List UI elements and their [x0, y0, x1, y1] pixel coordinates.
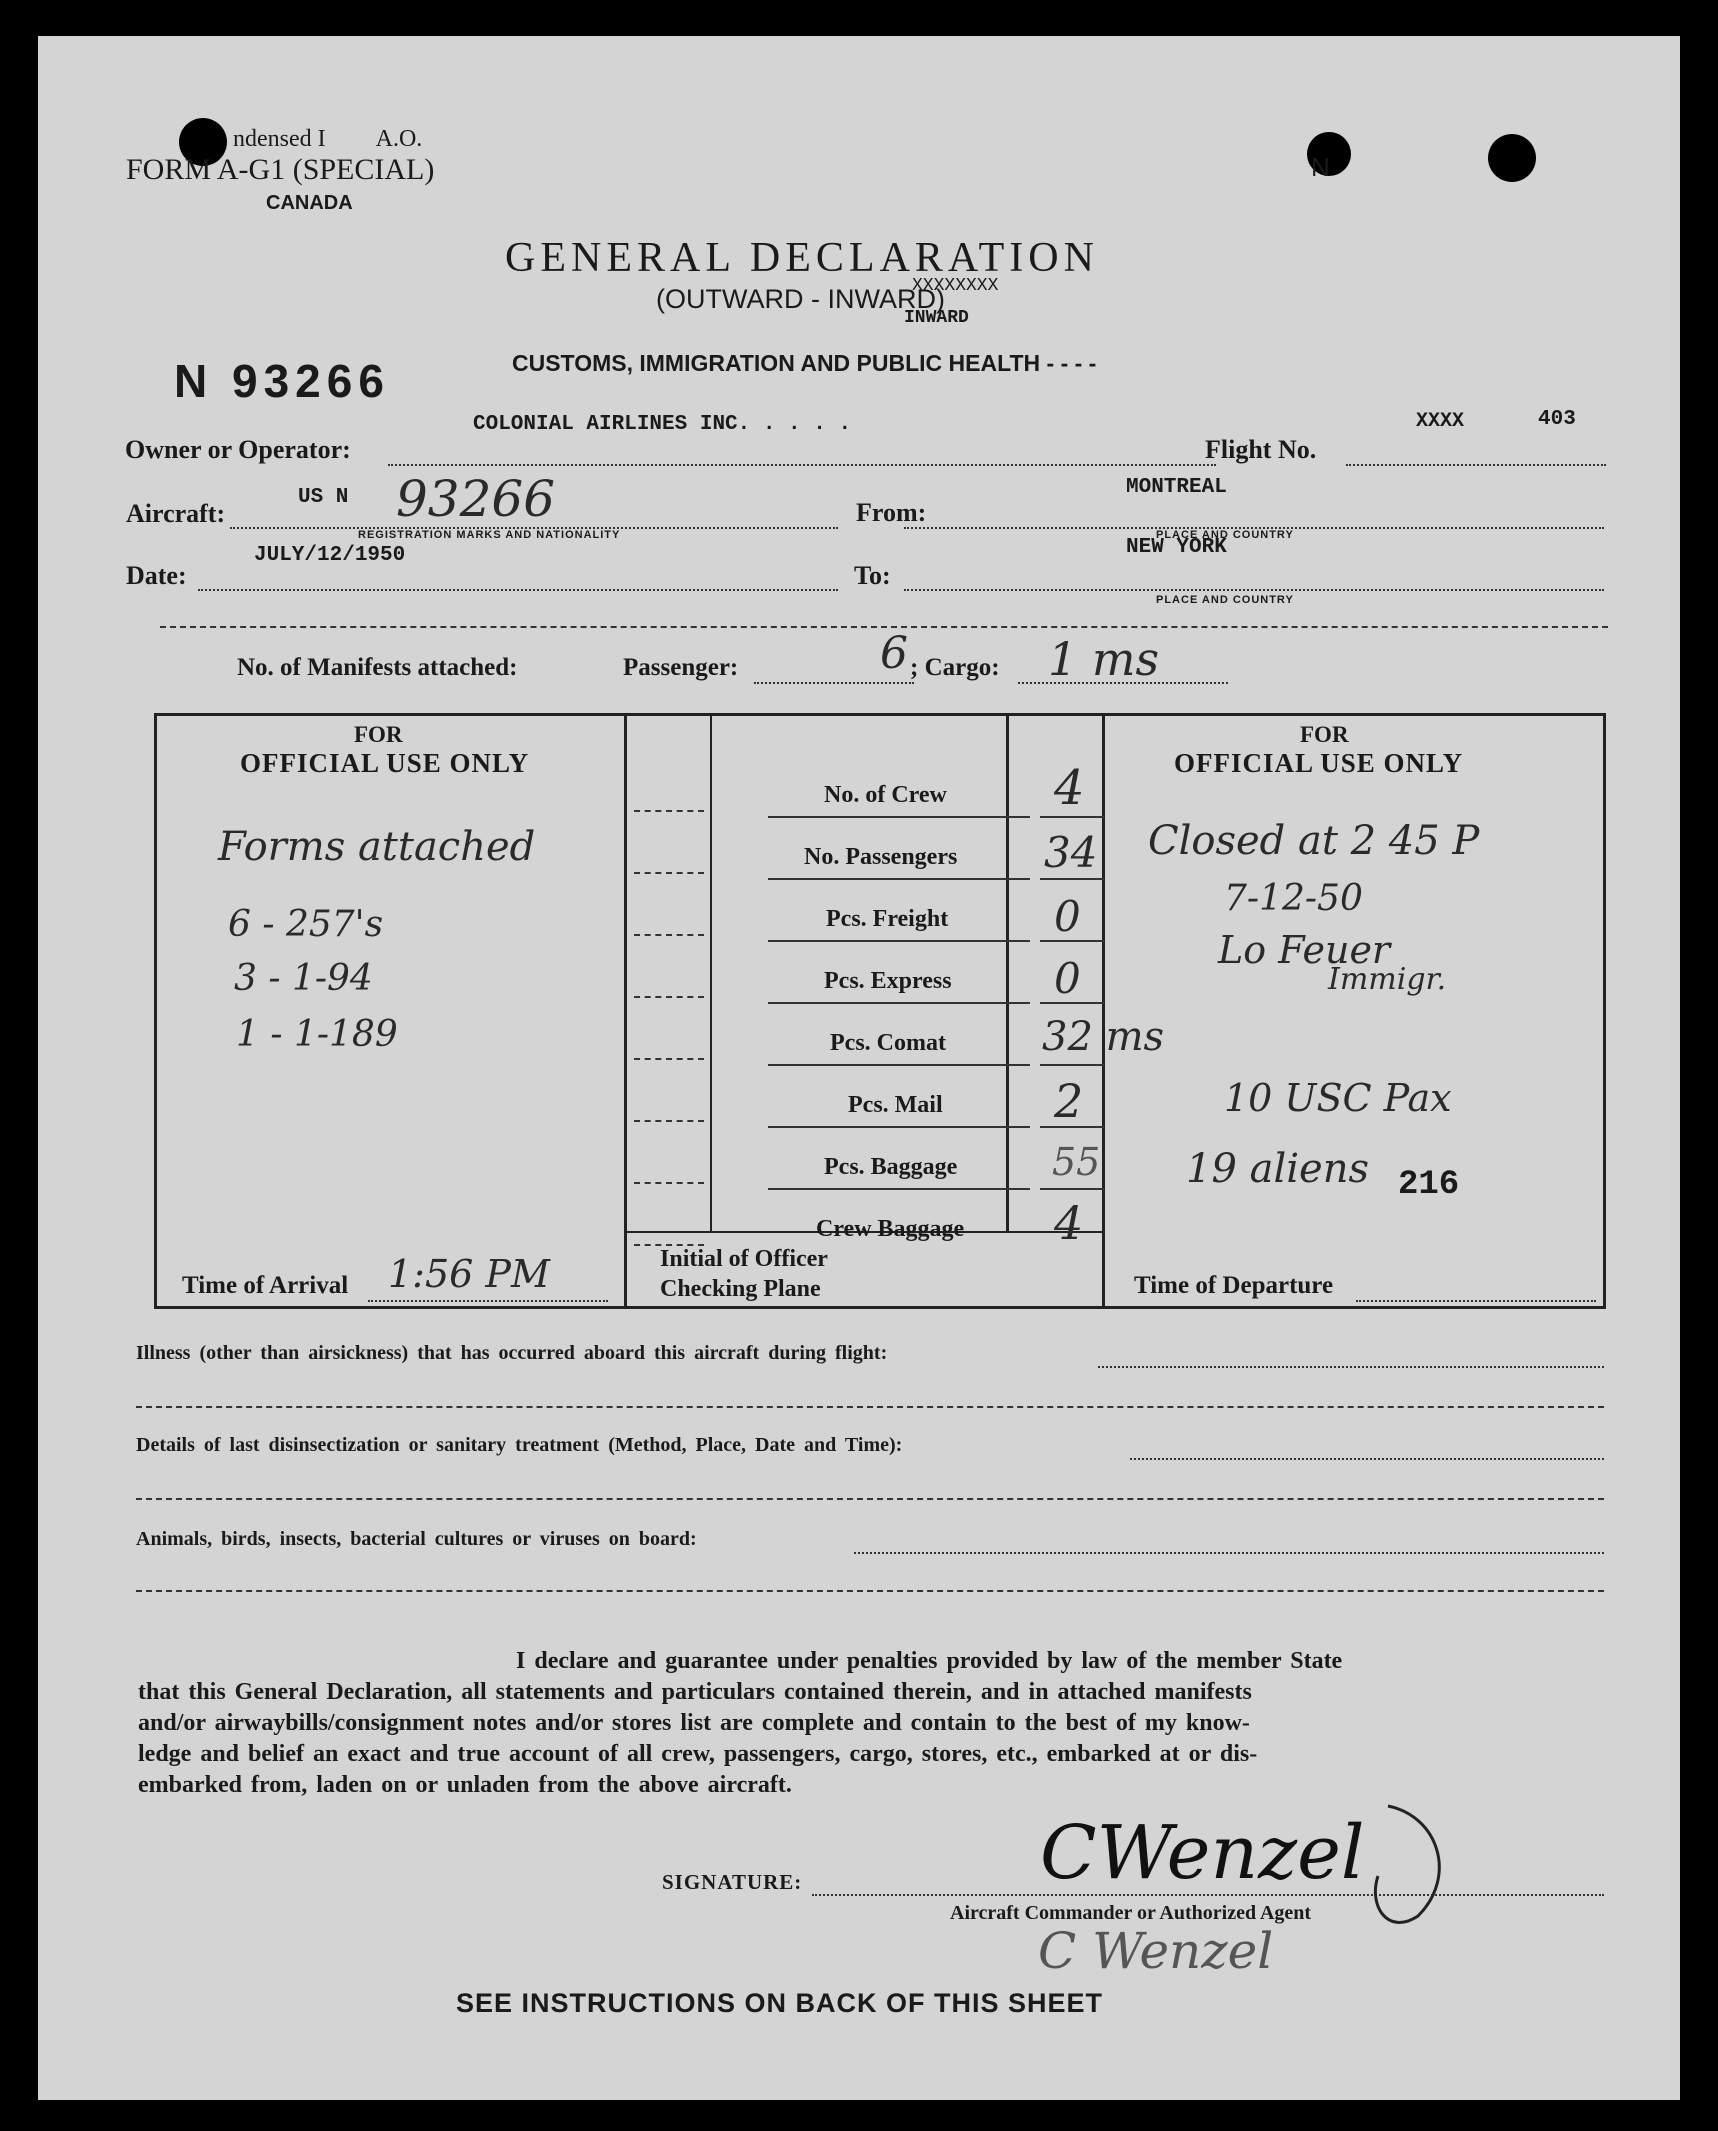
from-caption: PLACE AND COUNTRY — [1156, 529, 1294, 541]
typed-overstrike: XXXXXXXX — [912, 276, 999, 296]
official-left-note-3: 3 - 1-94 — [234, 958, 373, 999]
counts-list — [634, 760, 1165, 1262]
cargo-label: ; Cargo: — [910, 654, 1000, 681]
count-value: 55 — [1052, 1140, 1101, 1184]
date-label: Date: — [126, 561, 187, 590]
signature-flourish — [1348, 1796, 1468, 1946]
doc-number-prefix: N — [1311, 152, 1330, 182]
officer-label-1: Initial of Officer — [660, 1246, 828, 1272]
form-line-1: ndensed I A.O. — [233, 126, 423, 152]
to-label: To: — [854, 561, 891, 590]
arrival-label: Time of Arrival — [182, 1272, 349, 1299]
cargo-count: 1 ms — [1048, 632, 1160, 686]
disinsect-field-2 — [136, 1498, 1604, 1500]
official-left-heading2: OFFICIAL USE ONLY — [240, 748, 530, 778]
count-value: 4 — [1054, 1196, 1084, 1250]
typed-inward: INWARD — [904, 308, 969, 328]
signature: CWenzel — [1040, 1810, 1365, 1896]
count-value: 32 ms — [1042, 1014, 1165, 1060]
from-label: From: — [856, 498, 927, 527]
flight-struck: XXXX — [1416, 410, 1465, 433]
to-caption: PLACE AND COUNTRY — [1156, 594, 1294, 606]
departure-label: Time of Departure — [1134, 1272, 1334, 1299]
page-subtitle: (OUTWARD - INWARD) — [656, 284, 945, 314]
count-label: No. of Crew — [824, 782, 947, 808]
form-id: FORM A-G1 (SPECIAL) — [126, 153, 435, 186]
from-value: MONTREAL — [1126, 476, 1227, 499]
agencies-line: CUSTOMS, IMMIGRATION AND PUBLIC HEALTH - - - - — [512, 350, 1097, 376]
official-right-heading1: FOR — [1300, 722, 1349, 747]
disinsect-label: Details of last disinsectization or sanitary treatment (Method, Place, Date and Time): — [136, 1434, 903, 1456]
signature-caption: Aircraft Commander or Authorized Agent — [950, 1902, 1312, 1924]
date-field — [198, 589, 838, 591]
count-label: Pcs. Baggage — [824, 1154, 958, 1180]
declaration-line-2: that this General Declaration, all statements and particulars contained therein, and in attached manifests — [138, 1679, 1252, 1705]
count-row — [634, 760, 1104, 828]
count-value: 2 — [1054, 1074, 1084, 1128]
date-value: JULY/12/1950 — [254, 544, 406, 567]
document-sheet — [38, 36, 1680, 2100]
flight-field — [1346, 464, 1606, 466]
official-right-heading2: OFFICIAL USE ONLY — [1174, 748, 1464, 778]
official-left-heading1: FOR — [354, 722, 403, 747]
count-row — [634, 952, 1104, 1014]
signature-printed: C Wenzel — [1038, 1922, 1274, 1980]
count-row — [634, 1076, 1104, 1138]
animals-label: Animals, birds, insects, bacterial cultures or viruses on board: — [136, 1528, 697, 1550]
footer-instructions: SEE INSTRUCTIONS ON BACK OF THIS SHEET — [456, 1988, 1104, 2018]
to-value: NEW YORK — [1126, 536, 1227, 559]
count-label: Pcs. Express — [824, 968, 952, 994]
count-label: Pcs. Mail — [848, 1092, 943, 1118]
official-left-note-1: Forms attached — [218, 824, 536, 870]
official-right-note-3: Lo Feuer — [1218, 928, 1391, 972]
declaration-line-3: and/or airwaybills/consignment notes and/or stores list are complete and contain to the best of my know- — [138, 1710, 1250, 1736]
count-label: Pcs. Freight — [826, 906, 949, 932]
official-right-note-1: Closed at 2 45 P — [1148, 818, 1480, 864]
official-left-note-4: 1 - 1-189 — [236, 1014, 398, 1055]
departure-field — [1356, 1300, 1596, 1302]
declaration-line-1: I declare and guarantee under penalties provided by law of the member State — [516, 1648, 1343, 1674]
arrival-value: 1:56 PM — [388, 1252, 550, 1296]
flight-value: 403 — [1538, 408, 1576, 431]
passenger-count: 6 — [880, 628, 908, 679]
flight-label: Flight No. — [1205, 435, 1317, 464]
count-label: Crew Baggage — [816, 1216, 965, 1242]
page-title: GENERAL DECLARATION — [505, 235, 1099, 281]
count-row — [634, 828, 1104, 890]
count-value: 0 — [1054, 954, 1081, 1003]
count-value: 4 — [1054, 760, 1085, 816]
disinsect-field — [1130, 1458, 1604, 1460]
declaration-line-4: ledge and belief an exact and true account of all crew, passengers, cargo, stores, etc., embarked at or dis- — [138, 1741, 1258, 1767]
count-value: 34 — [1044, 828, 1098, 877]
official-right-note-4: Immigr. — [1328, 962, 1447, 997]
manifests-label: No. of Manifests attached: — [237, 654, 518, 681]
count-label: No. Passengers — [804, 844, 958, 870]
owner-field — [388, 464, 1216, 466]
official-right-note-5: 10 USC Pax — [1224, 1076, 1452, 1120]
official-right-note-6: 19 aliens — [1186, 1146, 1370, 1192]
animals-field — [854, 1552, 1604, 1554]
punch-hole-right — [1488, 134, 1536, 182]
owner-value: COLONIAL AIRLINES INC. . . . . — [473, 413, 852, 436]
count-row — [634, 890, 1104, 952]
aircraft-handwritten: 93266 — [396, 470, 556, 528]
count-row — [634, 1014, 1165, 1076]
signature-label: SIGNATURE: — [662, 1870, 803, 1894]
aircraft-label: Aircraft: — [126, 499, 226, 528]
arrival-field — [368, 1300, 608, 1302]
animals-field-2 — [136, 1590, 1604, 1592]
official-left-note-2: 6 - 257's — [228, 904, 384, 945]
illness-field — [1098, 1366, 1604, 1368]
count-row — [634, 1138, 1104, 1200]
officer-label-2: Checking Plane — [660, 1276, 821, 1302]
illness-field-2 — [136, 1406, 1604, 1408]
aircraft-caption: REGISTRATION MARKS AND NATIONALITY — [358, 529, 621, 541]
box-divider-1 — [624, 713, 627, 1309]
aircraft-typed: US N — [298, 486, 349, 509]
document-number: N 93266 — [174, 355, 390, 407]
count-value: 0 — [1054, 892, 1081, 941]
official-right-note-7: 216 — [1398, 1166, 1460, 1204]
declaration-line-5: embarked from, laden on or unladen from the above aircraft. — [138, 1772, 792, 1798]
count-label: Pcs. Comat — [830, 1030, 946, 1056]
passenger-label: Passenger: — [623, 654, 739, 681]
to-field — [904, 589, 1604, 591]
official-right-note-2: 7-12-50 — [1224, 878, 1363, 919]
passenger-field — [754, 682, 914, 684]
illness-label: Illness (other than airsickness) that has occurred aboard this aircraft during flight: — [136, 1342, 888, 1364]
owner-label: Owner or Operator: — [125, 435, 351, 464]
country-label: CANADA — [266, 192, 353, 214]
